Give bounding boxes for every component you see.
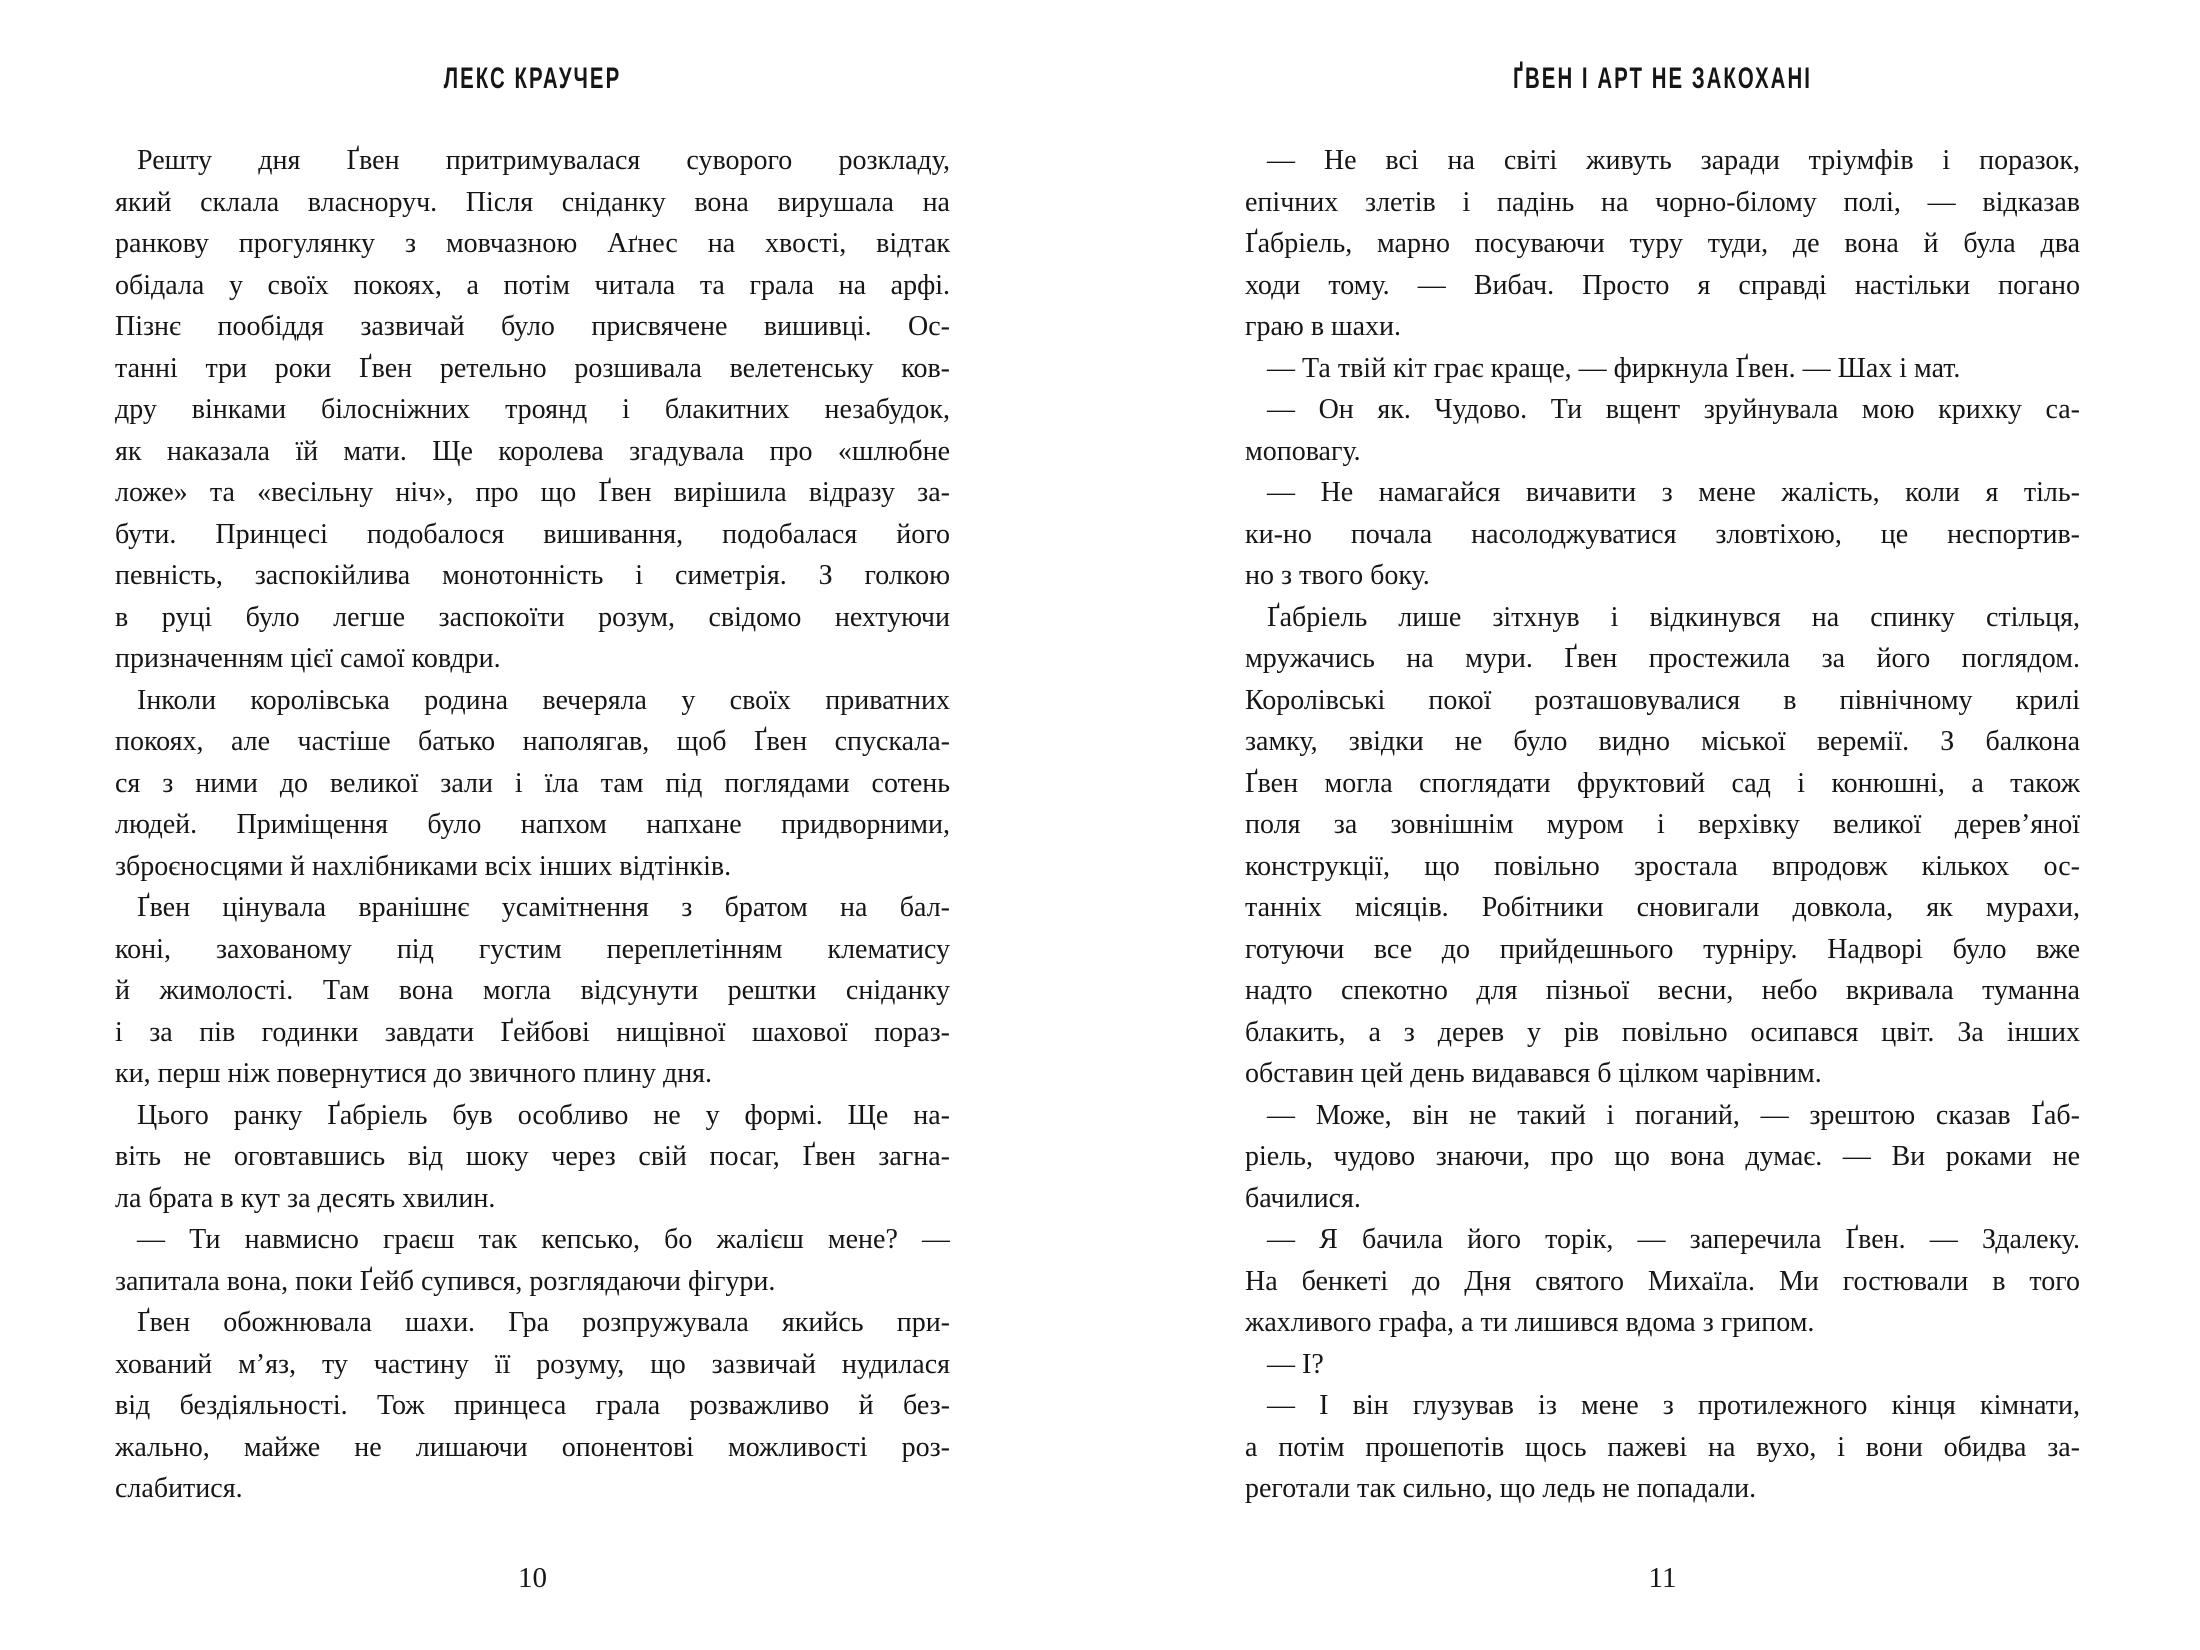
paragraph (115, 887, 950, 1095)
text-line: — Та твій кіт грає краще, — фиркнула Ґвен. — Шах і мат. (1267, 352, 1961, 384)
paragraph (1245, 140, 2080, 348)
text-line: а потім прошепотів щось пажеві на вухо, і вони обидва за- (1245, 1431, 2080, 1463)
text-line: мружачись на мури. Ґвен простежила за його поглядом. (1245, 643, 2080, 674)
text-line: Цього ранку Ґабріель був особливо не у формі. Ще на- (137, 1099, 950, 1131)
text-line: Пізнє пообіддя зазвичай було присвячене вишивці. Ос- (115, 311, 950, 342)
text-line: бачилися. (1245, 1182, 1361, 1214)
text-line: слабитися. (115, 1473, 243, 1504)
text-line: — Не намагайся вичавити з мене жалість, коли я тіль- (1267, 477, 2080, 508)
paragraph (1245, 1219, 2080, 1344)
text-line: ложе» та «весільну ніч», про що Ґвен вирішила відразу за- (115, 477, 950, 508)
paragraph (115, 680, 950, 888)
text-line: ранкову прогулянку з мовчазною Аґнес на хвості, відтак (115, 228, 950, 259)
text-line: бути. Принцесі подобалося вишивання, подобалася його (115, 518, 950, 550)
text-line: обставин цей день видавався б цілком чарівним. (1245, 1058, 1822, 1089)
paragraph (115, 1219, 950, 1302)
text-line: надто спекотно для пізньої весни, небо вкривала туманна (1245, 975, 2080, 1006)
text-line: танніх місяців. Робітники сновигали довкола, як мурахи, (1245, 892, 2080, 923)
text-line: поля за зовнішнім муром і верхівку великої дерев’яної (1245, 809, 2080, 840)
text-line: — Може, він не такий і поганий, — зрештою сказав Ґаб- (1267, 1099, 2080, 1131)
text-line: но з твого боку. (1245, 560, 1430, 591)
text-line: жахливого графа, а ти лишився вдома з грипом. (1245, 1307, 1815, 1338)
text-line: людей. Приміщення було напхом напхане придворними, (115, 809, 950, 840)
left-page-body (115, 140, 950, 1510)
text-line: дру вінками білосніжних троянд і блакитних незабудок, (115, 394, 950, 425)
paragraph (1245, 597, 2080, 1095)
text-line: коні, захованому під густим переплетінням клематису (115, 933, 950, 965)
left-page-number: 10 (518, 1562, 547, 1594)
text-line: призначенням цієї самої ковдри. (115, 643, 501, 674)
text-line: — Он як. Чудово. Ти вщент зруйнувала мою крихку са- (1267, 394, 2080, 425)
text-line: Решту дня Ґвен притримувалася суворого розкладу, (137, 145, 950, 176)
text-line: покоях, але частіше батько наполягав, щоб Ґвен спускала- (115, 726, 950, 757)
text-line: ріель, чудово знаючи, про що вона думає. — Ви роками не (1245, 1141, 2080, 1172)
text-line: і за пів годинки завдати Ґейбові нищівної шахової пораз- (115, 1016, 950, 1048)
text-line: реготали так сильно, що ледь не попадали. (1245, 1473, 1757, 1504)
left-page (115, 0, 950, 1650)
text-line: віть не оговтавшись від шоку через свій посаг, Ґвен загна- (115, 1141, 950, 1172)
right-page (1245, 0, 2080, 1650)
paragraph (1245, 472, 2080, 597)
text-line: епічних злетів і падінь на чорно-білому полі, — відказав (1245, 186, 2080, 218)
text-line: Ґабріель лише зітхнув і відкинувся на спинку стільця, (1267, 601, 2080, 633)
paragraph (115, 1095, 950, 1220)
text-line: який склала власноруч. Після сніданку вона вирушала на (115, 186, 950, 218)
running-header-author: ЛЕКС КРАУЧЕР (443, 62, 622, 95)
right-page-number: 11 (1648, 1562, 1677, 1594)
text-line: моповагу. (1245, 435, 1361, 467)
text-line: від бездіяльності. Тож принцеса грала розважливо й без- (115, 1390, 950, 1421)
text-line: — Я бачила його торік, — заперечила Ґвен. — Здалеку. (1267, 1224, 2080, 1255)
text-line: На бенкеті до Дня святого Михаїла. Ми гостювали в того (1245, 1265, 2080, 1297)
text-line: — І він глузував із мене з протилежного кінця кімнати, (1267, 1390, 2080, 1421)
text-line: обідала у своїх покоях, а потім читала та грала на арфі. (115, 269, 950, 301)
text-line: ся з ними до великої зали і їла там під поглядами сотень (115, 767, 950, 799)
text-line: Ґвен могла споглядати фруктовий сад і конюшні, а також (1245, 767, 2080, 799)
paragraph (1245, 348, 2080, 390)
text-line: блакить, а з дерев у рів повільно осипався цвіт. За інших (1245, 1016, 2080, 1048)
text-line: замку, звідки не було видно міської веремії. З балкона (1245, 726, 2080, 757)
text-line: Ґвен обожнювала шахи. Гра розпружувала якийсь при- (137, 1307, 950, 1338)
running-header-book-title: ҐВЕН І АРТ НЕ ЗАКОХАНІ (1513, 62, 1812, 95)
right-page-body (1245, 140, 2080, 1510)
paragraph (1245, 1344, 2080, 1386)
text-line: Королівські покої розташовувалися в північному крилі (1245, 684, 2080, 716)
text-line: зброєносцями й нахлібниками всіх інших відтінків. (115, 850, 732, 882)
text-line: Інколи королівська родина вечеряла у своїх приватних (137, 684, 950, 716)
text-line: ки-но почала насолоджуватися зловтіхою, це неспортив- (1245, 518, 2080, 550)
paragraph (115, 140, 950, 680)
paragraph (115, 1302, 950, 1510)
text-line: — Не всі на світі живуть заради тріумфів і поразок, (1267, 145, 2080, 176)
text-line: — Ти навмисно граєш так кепсько, бо жалієш мене? — (137, 1224, 950, 1255)
paragraph (1245, 1095, 2080, 1220)
text-line: танні три роки Ґвен ретельно розшивала велетенську ков- (115, 352, 950, 384)
text-line: ки, перш ніж повернутися до звичного плину дня. (115, 1058, 713, 1089)
text-line: запитала вона, поки Ґейб супився, розглядаючи фігури. (115, 1265, 776, 1297)
text-line: хований м’яз, ту частину її розуму, що зазвичай нудилася (115, 1348, 950, 1380)
text-line: жально, майже не лишаючи опонентові можливості роз- (115, 1431, 950, 1463)
text-line: певність, заспокійлива монотонність і симетрія. З голкою (115, 560, 950, 591)
text-line: конструкції, що повільно зростала впродовж кількох ос- (1245, 850, 2080, 882)
text-line: готуючи все до прийдешнього турніру. Надворі було вже (1245, 933, 2080, 965)
paragraph (1245, 389, 2080, 472)
text-line: Ґабріель, марно посуваючи туру туди, де вона й була два (1245, 228, 2080, 259)
text-line: Ґвен цінувала вранішнє усамітнення з братом на бал- (137, 892, 950, 923)
text-line: в руці було легше заспокоїти розум, свідомо нехтуючи (115, 601, 950, 633)
text-line: — І? (1267, 1348, 1324, 1380)
text-line: як наказала їй мати. Ще королева згадувала про «шлюбне (115, 435, 950, 467)
text-line: ла брата в кут за десять хвилин. (115, 1182, 496, 1214)
text-line: й жимолості. Там вона могла відсунути рештки сніданку (115, 975, 950, 1006)
text-line: граю в шахи. (1245, 311, 1402, 342)
paragraph (1245, 1385, 2080, 1510)
text-line: ходи тому. — Вибач. Просто я справді настільки погано (1245, 269, 2080, 301)
